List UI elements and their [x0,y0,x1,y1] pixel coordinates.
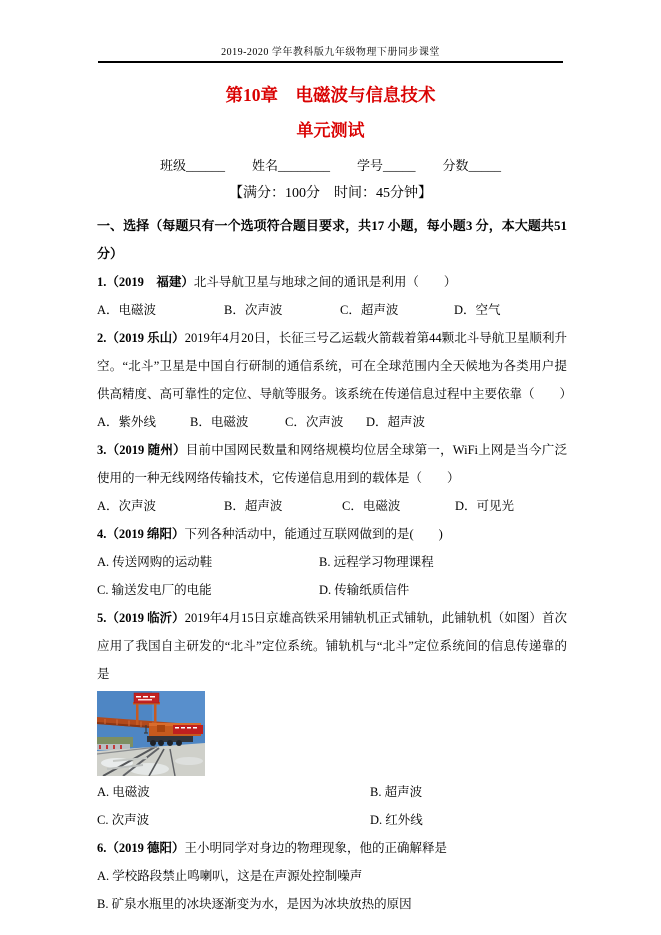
question-5-tag: 5.（2019 临沂） [97,611,185,625]
page-title: 第10章 电磁波与信息技术 [225,85,436,105]
question-3-options [97,492,567,520]
question-4-option-d: D. 传输纸质信件 [319,583,410,597]
question-3-stem: 3.（2019 随州）目前中国网民数量和网络规模均位居全球第一，WiFi上网是当今广泛使用的一种无线网络传输技术，它传递信息用到的载体是（ ） [97,443,567,485]
class-blank: ______ [185,158,225,173]
question-6-stem: 6.（2019 德阳）王小明同学对身边的物理现象，他的正确解释是 [97,841,448,855]
exam-body [97,212,573,918]
student-id-label: 学号 [357,158,384,173]
question-4-option-c: C. 输送发电厂的电能 [97,583,212,597]
question-2-option-c: C．次声波 [285,415,344,429]
question-2-option-a: A．紫外线 [97,415,157,429]
name-field [252,157,330,175]
question-3-tag: 3.（2019 随州） [97,443,186,457]
question-3-option-a: A．次声波 [97,499,157,513]
name-blank: ________ [278,158,330,173]
student-id-field [357,157,416,175]
question-5-stem: 5.（2019 临沂）2019年4月15日京雄高铁采用铺轨机正式铺轨，此铺轨机（如图）首次应用了我国自主研发的“北斗”定位系统。铺轨机与“北斗”定位系统间的信息传递靠的是 [97,611,567,681]
section-heading: 一、选择（每题只有一个选项符合题目要求，共17 小题，每小题3 分，本大题共51 分） [97,218,567,261]
question-1-stem: 1.（2019 福建）北斗导航卫星与地球之间的通讯是利用（ ） [97,275,457,289]
header-text: 2019-2020 学年教科版九年级物理下册同步课堂 [221,47,440,58]
question-4-options [97,548,567,604]
page-header [98,0,563,63]
score-blank: _____ [468,158,502,173]
question-2-tag: 2.（2019 乐山） [97,331,185,345]
question-1-option-d: D．空气 [454,303,501,317]
question-5-option-d: D. 红外线 [370,813,423,827]
class-label: 班级 [159,158,186,173]
question-4-stem: 4.（2019 绵阳）下列各种活动中，能通过互联网做到的是( ) [97,527,443,541]
question-2-stem: 2.（2019 乐山）2019年4月20日，长征三号乙运载火箭载着第44颗北斗导航卫星顺利升空。“北斗”卫星是中国自行研制的通信系统，可在全球范围内全天候地为各类用户提供高精度、高可靠性的定位、导航等服务。该系统在传递信息过程中主要依靠（ ） [97,331,573,401]
question-2-option-b: B．电磁波 [190,415,249,429]
question-2-option-d: D．超声波 [366,415,426,429]
question-3 [97,436,567,520]
question-3-option-b: B．超声波 [224,499,283,513]
question-3-option-d: D．可见光 [455,499,515,513]
question-6-option-a: A. 学校路段禁止鸣喇叭，这是在声源处控制噪声 [97,869,363,883]
question-5-option-c: C. 次声波 [97,813,150,827]
student-info-row [0,157,661,175]
question-5-option-b: B. 超声波 [370,785,423,799]
track-laying-machine-photo [97,691,205,776]
question-1 [97,268,567,324]
question-6 [97,834,567,918]
student-id-blank: _____ [383,158,416,173]
question-5-option-a: A. 电磁波 [97,785,150,799]
question-4-tag: 4.（2019 绵阳） [97,527,185,541]
score-label: 分数 [442,158,469,173]
question-3-option-c: C．电磁波 [342,499,401,513]
exam-meta: 【满分：100分 时间：45分钟】 [229,186,432,201]
question-6-option-b: B. 矿泉水瓶里的冰块逐渐变为水，是因为冰块放热的原因 [97,897,412,911]
question-1-options [97,296,567,324]
question-5 [97,604,567,834]
question-4-option-b: B. 远程学习物理课程 [319,555,434,569]
question-1-option-a: A．电磁波 [97,303,157,317]
question-6-tag: 6.（2019 德阳） [97,841,185,855]
page-subtitle: 单元测试 [296,121,365,140]
question-4 [97,520,567,604]
name-label: 姓名 [251,158,278,173]
question-2 [97,324,573,436]
question-6-options [97,862,567,918]
question-5-figure [97,691,205,776]
question-1-option-b: B．次声波 [224,303,283,317]
class-field [160,157,225,175]
question-5-options [97,778,567,834]
question-2-options [97,408,567,436]
question-1-option-c: C．超声波 [340,303,399,317]
question-4-option-a: A. 传送网购的运动鞋 [97,555,213,569]
question-1-tag: 1.（2019 福建） [97,275,194,289]
score-field [443,157,502,175]
